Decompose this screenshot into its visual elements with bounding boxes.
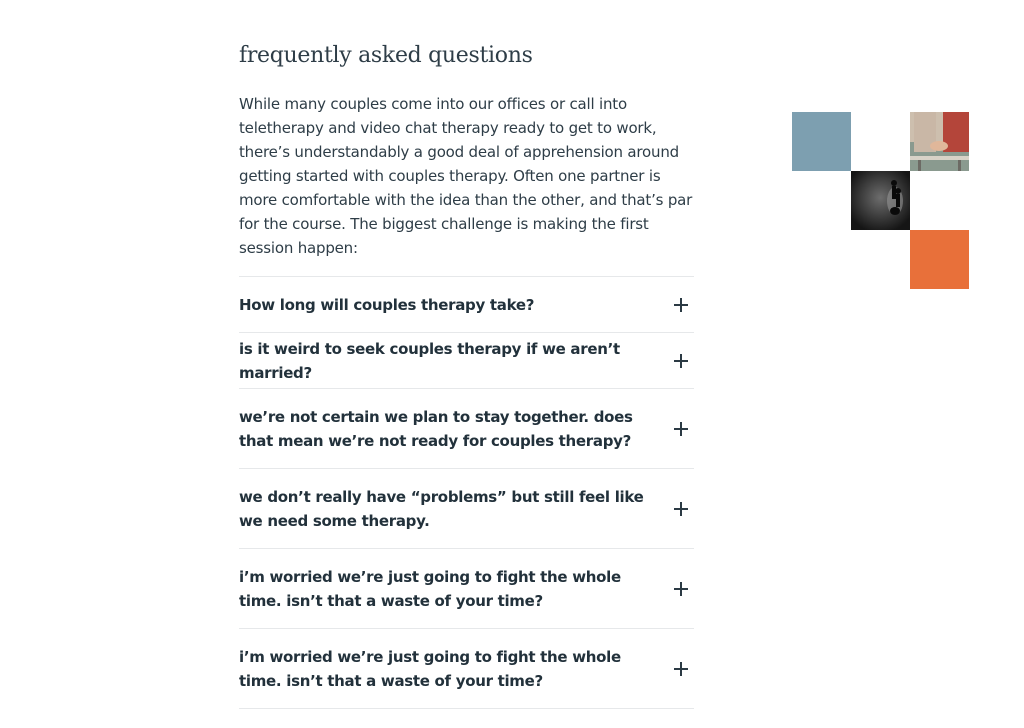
plus-icon[interactable]: [674, 422, 688, 436]
couple-shadow-photo: [851, 171, 910, 230]
faq-question: How long will couples therapy take?: [239, 295, 535, 314]
plus-icon[interactable]: [674, 354, 688, 368]
plus-icon[interactable]: [674, 662, 688, 676]
faq-item[interactable]: [239, 389, 694, 469]
faq-title: frequently asked questions: [239, 43, 533, 68]
faq-question: is it weird to seek couples therapy if we aren’t married?: [239, 339, 620, 382]
faq-question: i’m worried we’re just going to fight the whole time. isn’t that a waste of your time?: [239, 567, 621, 610]
plus-icon[interactable]: [674, 502, 688, 516]
faq-item[interactable]: [239, 277, 694, 333]
faq-list: [239, 276, 694, 709]
faq-question: i’m worried we’re just going to fight the whole time. isn’t that a waste of your time?: [239, 647, 621, 690]
plus-icon[interactable]: [674, 582, 688, 596]
faq-item[interactable]: [239, 333, 694, 389]
orange-mosaic-tile: [910, 230, 969, 289]
faq-intro: While many couples come into our offices or call into teletherapy and video chat therapy ready to get to work, there’s understandably a good deal of apprehension around getting started with couples therapy. Often one partner is more comfortable with the idea than the other, and that’s par for the course. The biggest challenge is making the first session happen:: [239, 95, 693, 257]
faq-item[interactable]: [239, 469, 694, 549]
faq-section: [239, 40, 694, 709]
faq-item[interactable]: [239, 549, 694, 629]
couple-holding-hands-photo: [910, 112, 969, 171]
plus-icon[interactable]: [674, 298, 688, 312]
blue-mosaic-tile: [792, 112, 851, 171]
faq-item[interactable]: [239, 629, 694, 709]
faq-question: we don’t really have “problems” but still feel like we need some therapy.: [239, 487, 644, 530]
faq-question: we’re not certain we plan to stay together. does that mean we’re not ready for couples therapy?: [239, 407, 633, 450]
